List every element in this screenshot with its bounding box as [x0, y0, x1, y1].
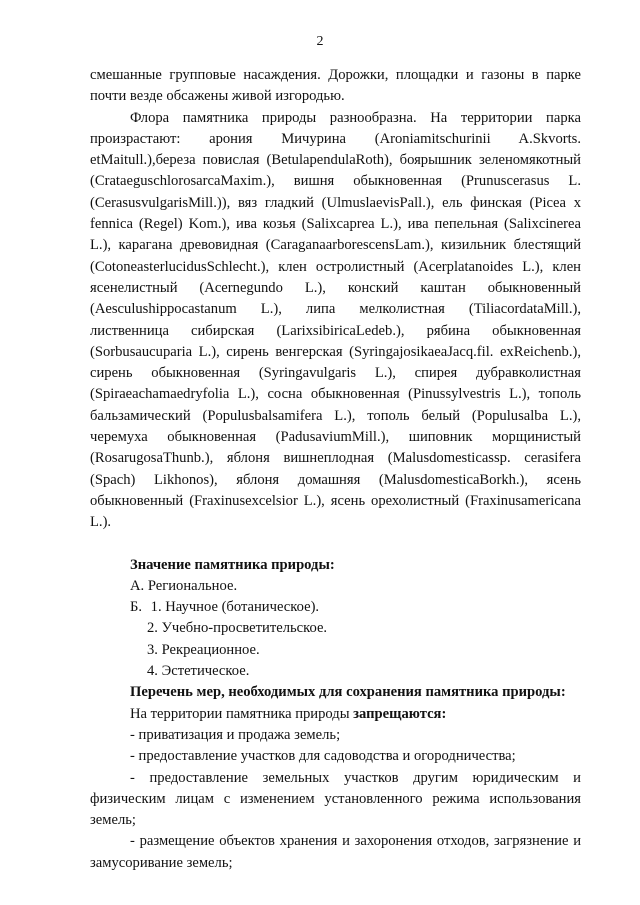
prohibited-intro-text: На территории памятника природы — [130, 705, 354, 722]
prohibited-word: запрещаются: — [353, 705, 447, 722]
measures-heading: Перечень мер, необходимых для сохранения памятника природы: — [130, 684, 566, 701]
section-spacer — [90, 534, 581, 555]
significance-item-b-letter: Б. — [130, 599, 143, 616]
intro-continuation-paragraph: смешанные групповые насаждения. Дорожки, площадки и газоны в парке почти везде обсажены живой изгородью. — [90, 67, 581, 105]
significance-item-b-3: 3. Рекреационное. — [147, 641, 260, 658]
significance-item-b-1 — [90, 597, 581, 618]
measure-item-2: - предоставление участков для садоводства и огородничества; — [130, 748, 516, 765]
significance-item-b-4: 4. Эстетическое. — [147, 663, 250, 680]
measure-item-4: - размещение объектов хранения и захоронения отходов, загрязнение и замусоривание земель; — [90, 833, 581, 871]
significance-item-b-2: 2. Учебно-просветительское. — [147, 620, 328, 637]
prohibited-intro — [90, 704, 581, 725]
measure-item-1: - приватизация и продажа земель; — [130, 726, 341, 743]
measure-item-3: - предоставление земельных участков другим юридическим и физическим лицам с изменением установленного режима использования земель; — [90, 769, 581, 829]
page-number: 2 — [316, 34, 324, 49]
significance-heading: Значение памятника природы: — [130, 556, 335, 573]
significance-item-b-1-text: 1. Научное (ботаническое). — [150, 599, 320, 616]
document-body — [90, 65, 581, 874]
flora-paragraph: Флора памятника природы разнообразна. На территории парка произрастают: арония Мичурина (Aroniamitschurinii A.Skvorts. etMaitull.),береза повислая (BetulapendulaRoth), боярышник зеленомякотный (CrataeguschlorosarcaMaxim.), вишня обыкновенная (Prunuscerasus L. (CerasusvulgarisMill.)), вяз гладкий (UlmuslaevisPall.), ель финская (Picea x fennica (Regel) Kom.), ива козья (Salixcaprea L.), ива пепельная (Salixcinerea L.), карагана древовидная (CaraganaarborescensLam.), кизильник блестящий (CotoneasterlucidusSchlecht.), клен остролистный (Acerplatanoides L.), клен ясенелистный (Acernegundo L.), конский каштан обыкновенный (Aesculushippocastanum L.), липа мелколистная (TiliacordataMill.), лиственница сибирская (LarixsibiricaLedeb.), рябина обыкновенная (Sorbusaucuparia L.), сирень венгерская (SyringajosikaeaJacq.fil. exReichenb.), сирень обыкновенная (Syringavulgaris L.), спирея дубравколистная (Spiraeachamaedryfolia L.), сосна обыкновенная (Pinussylvestris L.), тополь бальзамический (Populusbalsamifera L.), тополь белый (Populusalba L.), черемуха обыкновенная (PadusaviumMill.), шиповник морщинистый (RosarugosaThunb.), яблоня вишнеплодная (Malusdomesticassp. cerasifera (Spach) Likhonos), яблоня домашняя (MalusdomesticaBorkh.), ясень обыкновенный (Fraxinusexcelsior L.), ясень орехолистный (Fraxinusamericana L.). — [90, 109, 581, 531]
significance-item-a: А. Региональное. — [130, 577, 238, 594]
